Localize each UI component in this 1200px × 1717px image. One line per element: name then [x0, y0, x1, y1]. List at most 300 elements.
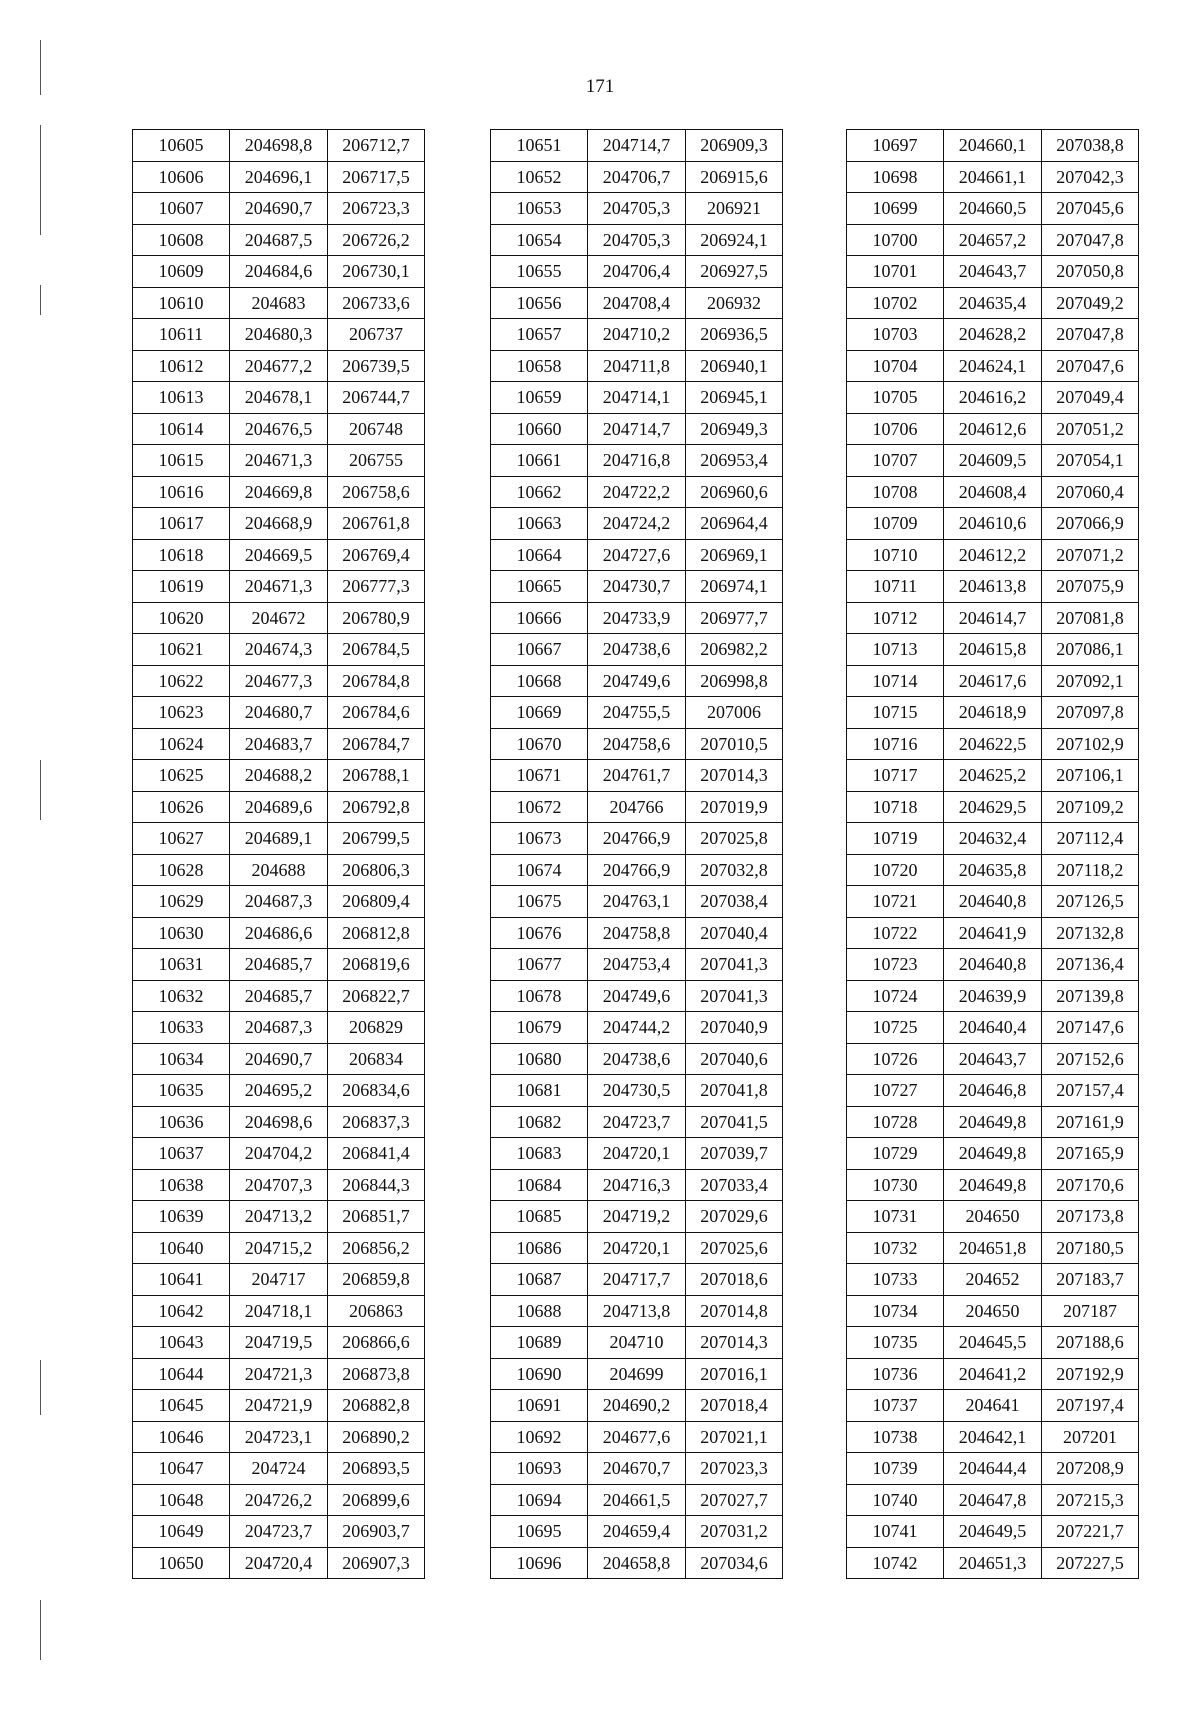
- y-coordinate-cell: 206841,4: [328, 1138, 425, 1170]
- y-coordinate-cell: 206927,5: [686, 256, 783, 288]
- table-row: [847, 1453, 1139, 1485]
- table-row: [491, 602, 783, 634]
- y-coordinate-cell: 206856,2: [328, 1232, 425, 1264]
- table-row: [847, 161, 1139, 193]
- point-number-cell: 10741: [847, 1516, 944, 1548]
- x-coordinate-cell: 204624,1: [944, 350, 1042, 382]
- y-coordinate-cell: 207047,8: [1042, 224, 1139, 256]
- point-number-cell: 10676: [491, 917, 588, 949]
- y-coordinate-cell: 206761,8: [328, 508, 425, 540]
- table-row: [491, 1075, 783, 1107]
- y-coordinate-cell: 207157,4: [1042, 1075, 1139, 1107]
- point-number-cell: 10724: [847, 980, 944, 1012]
- x-coordinate-cell: 204716,3: [588, 1169, 686, 1201]
- table-row: [847, 728, 1139, 760]
- table-row: [491, 917, 783, 949]
- point-number-cell: 10623: [133, 697, 230, 729]
- table-row: [847, 571, 1139, 603]
- table-row: [491, 161, 783, 193]
- x-coordinate-cell: 204714,7: [588, 413, 686, 445]
- x-coordinate-cell: 204711,8: [588, 350, 686, 382]
- x-coordinate-cell: 204643,7: [944, 256, 1042, 288]
- y-coordinate-cell: 207188,6: [1042, 1327, 1139, 1359]
- table-row: [847, 886, 1139, 918]
- y-coordinate-cell: 207031,2: [686, 1516, 783, 1548]
- point-number-cell: 10683: [491, 1138, 588, 1170]
- table-row: [491, 854, 783, 886]
- point-number-cell: 10666: [491, 602, 588, 634]
- x-coordinate-cell: 204680,3: [230, 319, 328, 351]
- table-row: [847, 1075, 1139, 1107]
- y-coordinate-cell: 206733,6: [328, 287, 425, 319]
- y-coordinate-cell: 206936,5: [686, 319, 783, 351]
- point-number-cell: 10646: [133, 1421, 230, 1453]
- y-coordinate-cell: 207021,1: [686, 1421, 783, 1453]
- x-coordinate-cell: 204706,7: [588, 161, 686, 193]
- point-number-cell: 10632: [133, 980, 230, 1012]
- y-coordinate-cell: 207118,2: [1042, 854, 1139, 886]
- point-number-cell: 10671: [491, 760, 588, 792]
- y-coordinate-cell: 206964,4: [686, 508, 783, 540]
- x-coordinate-cell: 204720,4: [230, 1547, 328, 1579]
- x-coordinate-cell: 204609,5: [944, 445, 1042, 477]
- table-row: [491, 382, 783, 414]
- table-row: [491, 760, 783, 792]
- x-coordinate-cell: 204753,4: [588, 949, 686, 981]
- y-coordinate-cell: 207018,6: [686, 1264, 783, 1296]
- point-number-cell: 10675: [491, 886, 588, 918]
- point-number-cell: 10647: [133, 1453, 230, 1485]
- y-coordinate-cell: 206822,7: [328, 980, 425, 1012]
- x-coordinate-cell: 204684,6: [230, 256, 328, 288]
- y-coordinate-cell: 206792,8: [328, 791, 425, 823]
- x-coordinate-cell: 204749,6: [588, 665, 686, 697]
- table-row: [133, 350, 425, 382]
- table-row: [491, 1484, 783, 1516]
- point-number-cell: 10677: [491, 949, 588, 981]
- point-number-cell: 10613: [133, 382, 230, 414]
- y-coordinate-cell: 207041,8: [686, 1075, 783, 1107]
- y-coordinate-cell: 207014,3: [686, 1327, 783, 1359]
- y-coordinate-cell: 206834: [328, 1043, 425, 1075]
- x-coordinate-cell: 204674,3: [230, 634, 328, 666]
- table-row: [847, 602, 1139, 634]
- point-number-cell: 10732: [847, 1232, 944, 1264]
- table-row: [491, 476, 783, 508]
- x-coordinate-cell: 204660,1: [944, 130, 1042, 162]
- point-number-cell: 10731: [847, 1201, 944, 1233]
- x-coordinate-cell: 204689,6: [230, 791, 328, 823]
- scan-mark: [40, 40, 41, 95]
- point-number-cell: 10693: [491, 1453, 588, 1485]
- table-row: [847, 1516, 1139, 1548]
- point-number-cell: 10644: [133, 1358, 230, 1390]
- x-coordinate-cell: 204612,6: [944, 413, 1042, 445]
- y-coordinate-cell: 207183,7: [1042, 1264, 1139, 1296]
- table-row: [847, 413, 1139, 445]
- y-coordinate-cell: 206859,8: [328, 1264, 425, 1296]
- point-number-cell: 10639: [133, 1201, 230, 1233]
- table-row: [847, 350, 1139, 382]
- y-coordinate-cell: 207092,1: [1042, 665, 1139, 697]
- x-coordinate-cell: 204688,2: [230, 760, 328, 792]
- point-number-cell: 10713: [847, 634, 944, 666]
- y-coordinate-cell: 207034,6: [686, 1547, 783, 1579]
- x-coordinate-cell: 204615,8: [944, 634, 1042, 666]
- y-coordinate-cell: 207132,8: [1042, 917, 1139, 949]
- point-number-cell: 10631: [133, 949, 230, 981]
- y-coordinate-cell: 207054,1: [1042, 445, 1139, 477]
- point-number-cell: 10629: [133, 886, 230, 918]
- table-row: [847, 791, 1139, 823]
- x-coordinate-cell: 204763,1: [588, 886, 686, 918]
- table-row: [847, 697, 1139, 729]
- x-coordinate-cell: 204672: [230, 602, 328, 634]
- point-number-cell: 10681: [491, 1075, 588, 1107]
- point-number-cell: 10710: [847, 539, 944, 571]
- point-number-cell: 10700: [847, 224, 944, 256]
- table-row: [491, 1295, 783, 1327]
- x-coordinate-cell: 204687,3: [230, 1012, 328, 1044]
- point-number-cell: 10696: [491, 1547, 588, 1579]
- table-row: [133, 256, 425, 288]
- x-coordinate-cell: 204669,5: [230, 539, 328, 571]
- table-row: [133, 602, 425, 634]
- table-row: [491, 1453, 783, 1485]
- x-coordinate-cell: 204707,3: [230, 1169, 328, 1201]
- y-coordinate-cell: 207126,5: [1042, 886, 1139, 918]
- table-row: [847, 917, 1139, 949]
- y-coordinate-cell: 206723,3: [328, 193, 425, 225]
- point-number-cell: 10607: [133, 193, 230, 225]
- table-row: [491, 634, 783, 666]
- y-coordinate-cell: 207041,5: [686, 1106, 783, 1138]
- table-row: [847, 634, 1139, 666]
- table-row: [847, 224, 1139, 256]
- y-coordinate-cell: 206758,6: [328, 476, 425, 508]
- coordinates-table-2: [490, 129, 783, 1579]
- point-number-cell: 10611: [133, 319, 230, 351]
- y-coordinate-cell: 206744,7: [328, 382, 425, 414]
- point-number-cell: 10742: [847, 1547, 944, 1579]
- table-row: [133, 1295, 425, 1327]
- y-coordinate-cell: 207049,2: [1042, 287, 1139, 319]
- point-number-cell: 10708: [847, 476, 944, 508]
- x-coordinate-cell: 204612,2: [944, 539, 1042, 571]
- point-number-cell: 10686: [491, 1232, 588, 1264]
- y-coordinate-cell: 206969,1: [686, 539, 783, 571]
- point-number-cell: 10733: [847, 1264, 944, 1296]
- y-coordinate-cell: 206784,7: [328, 728, 425, 760]
- point-number-cell: 10621: [133, 634, 230, 666]
- x-coordinate-cell: 204730,5: [588, 1075, 686, 1107]
- x-coordinate-cell: 204704,2: [230, 1138, 328, 1170]
- point-number-cell: 10667: [491, 634, 588, 666]
- table-row: [491, 539, 783, 571]
- coordinates-table-1: [132, 129, 425, 1579]
- table-row: [133, 1232, 425, 1264]
- x-coordinate-cell: 204668,9: [230, 508, 328, 540]
- table-row: [847, 539, 1139, 571]
- y-coordinate-cell: 207060,4: [1042, 476, 1139, 508]
- table-row: [133, 791, 425, 823]
- x-coordinate-cell: 204726,2: [230, 1484, 328, 1516]
- point-number-cell: 10715: [847, 697, 944, 729]
- point-number-cell: 10672: [491, 791, 588, 823]
- table-row: [491, 571, 783, 603]
- point-number-cell: 10729: [847, 1138, 944, 1170]
- point-number-cell: 10730: [847, 1169, 944, 1201]
- table-row: [491, 256, 783, 288]
- y-coordinate-cell: 207147,6: [1042, 1012, 1139, 1044]
- y-coordinate-cell: 206974,1: [686, 571, 783, 603]
- table-row: [847, 445, 1139, 477]
- scan-mark: [40, 125, 41, 235]
- point-number-cell: 10727: [847, 1075, 944, 1107]
- y-coordinate-cell: 206851,7: [328, 1201, 425, 1233]
- point-number-cell: 10670: [491, 728, 588, 760]
- x-coordinate-cell: 204713,2: [230, 1201, 328, 1233]
- point-number-cell: 10663: [491, 508, 588, 540]
- table-row: [847, 1169, 1139, 1201]
- table-row: [133, 980, 425, 1012]
- table-row: [133, 917, 425, 949]
- point-number-cell: 10695: [491, 1516, 588, 1548]
- table-row: [847, 949, 1139, 981]
- point-number-cell: 10620: [133, 602, 230, 634]
- y-coordinate-cell: 206730,1: [328, 256, 425, 288]
- point-number-cell: 10624: [133, 728, 230, 760]
- table-row: [847, 287, 1139, 319]
- table-row: [847, 1232, 1139, 1264]
- y-coordinate-cell: 206890,2: [328, 1421, 425, 1453]
- table-row: [133, 287, 425, 319]
- point-number-cell: 10665: [491, 571, 588, 603]
- point-number-cell: 10701: [847, 256, 944, 288]
- point-number-cell: 10698: [847, 161, 944, 193]
- x-coordinate-cell: 204677,2: [230, 350, 328, 382]
- x-coordinate-cell: 204671,3: [230, 445, 328, 477]
- table-row: [491, 697, 783, 729]
- point-number-cell: 10718: [847, 791, 944, 823]
- y-coordinate-cell: 207201: [1042, 1421, 1139, 1453]
- x-coordinate-cell: 204766,9: [588, 823, 686, 855]
- table-row: [491, 224, 783, 256]
- point-number-cell: 10692: [491, 1421, 588, 1453]
- x-coordinate-cell: 204657,2: [944, 224, 1042, 256]
- x-coordinate-cell: 204683,7: [230, 728, 328, 760]
- x-coordinate-cell: 204610,6: [944, 508, 1042, 540]
- y-coordinate-cell: 207109,2: [1042, 791, 1139, 823]
- point-number-cell: 10674: [491, 854, 588, 886]
- table-row: [133, 508, 425, 540]
- x-coordinate-cell: 204690,7: [230, 193, 328, 225]
- x-coordinate-cell: 204698,8: [230, 130, 328, 162]
- point-number-cell: 10678: [491, 980, 588, 1012]
- point-number-cell: 10712: [847, 602, 944, 634]
- y-coordinate-cell: 206866,6: [328, 1327, 425, 1359]
- x-coordinate-cell: 204715,2: [230, 1232, 328, 1264]
- table-row: [491, 1138, 783, 1170]
- table-row: [133, 949, 425, 981]
- point-number-cell: 10740: [847, 1484, 944, 1516]
- x-coordinate-cell: 204649,5: [944, 1516, 1042, 1548]
- table-row: [491, 665, 783, 697]
- x-coordinate-cell: 204722,2: [588, 476, 686, 508]
- y-coordinate-cell: 206953,4: [686, 445, 783, 477]
- x-coordinate-cell: 204658,8: [588, 1547, 686, 1579]
- point-number-cell: 10653: [491, 193, 588, 225]
- table-row: [847, 760, 1139, 792]
- table-row: [491, 1264, 783, 1296]
- x-coordinate-cell: 204649,8: [944, 1106, 1042, 1138]
- point-number-cell: 10638: [133, 1169, 230, 1201]
- table-row: [847, 1390, 1139, 1422]
- table-row: [491, 319, 783, 351]
- y-coordinate-cell: 207038,4: [686, 886, 783, 918]
- x-coordinate-cell: 204718,1: [230, 1295, 328, 1327]
- x-coordinate-cell: 204649,8: [944, 1169, 1042, 1201]
- table-row: [133, 571, 425, 603]
- point-number-cell: 10709: [847, 508, 944, 540]
- table-row: [133, 1516, 425, 1548]
- x-coordinate-cell: 204766: [588, 791, 686, 823]
- point-number-cell: 10634: [133, 1043, 230, 1075]
- table-row: [847, 319, 1139, 351]
- y-coordinate-cell: 207045,6: [1042, 193, 1139, 225]
- table-row: [847, 665, 1139, 697]
- y-coordinate-cell: 207139,8: [1042, 980, 1139, 1012]
- y-coordinate-cell: 206726,2: [328, 224, 425, 256]
- x-coordinate-cell: 204644,4: [944, 1453, 1042, 1485]
- point-number-cell: 10707: [847, 445, 944, 477]
- point-number-cell: 10658: [491, 350, 588, 382]
- y-coordinate-cell: 207033,4: [686, 1169, 783, 1201]
- y-coordinate-cell: 207040,9: [686, 1012, 783, 1044]
- y-coordinate-cell: 207112,4: [1042, 823, 1139, 855]
- y-coordinate-cell: 207006: [686, 697, 783, 729]
- y-coordinate-cell: 206769,4: [328, 539, 425, 571]
- y-coordinate-cell: 207161,9: [1042, 1106, 1139, 1138]
- table-row: [133, 1075, 425, 1107]
- x-coordinate-cell: 204645,5: [944, 1327, 1042, 1359]
- x-coordinate-cell: 204705,3: [588, 224, 686, 256]
- y-coordinate-cell: 206737: [328, 319, 425, 351]
- y-coordinate-cell: 207081,8: [1042, 602, 1139, 634]
- point-number-cell: 10668: [491, 665, 588, 697]
- y-coordinate-cell: 207106,1: [1042, 760, 1139, 792]
- point-number-cell: 10735: [847, 1327, 944, 1359]
- x-coordinate-cell: 204669,8: [230, 476, 328, 508]
- x-coordinate-cell: 204720,1: [588, 1138, 686, 1170]
- table-row: [847, 193, 1139, 225]
- table-row: [847, 980, 1139, 1012]
- table-row: [847, 1106, 1139, 1138]
- y-coordinate-cell: 206844,3: [328, 1169, 425, 1201]
- x-coordinate-cell: 204761,7: [588, 760, 686, 792]
- table-row: [133, 634, 425, 666]
- x-coordinate-cell: 204632,4: [944, 823, 1042, 855]
- y-coordinate-cell: 206777,3: [328, 571, 425, 603]
- y-coordinate-cell: 206907,3: [328, 1547, 425, 1579]
- point-number-cell: 10714: [847, 665, 944, 697]
- y-coordinate-cell: 207010,5: [686, 728, 783, 760]
- x-coordinate-cell: 204758,6: [588, 728, 686, 760]
- x-coordinate-cell: 204686,6: [230, 917, 328, 949]
- table-row: [491, 949, 783, 981]
- table-row: [491, 1358, 783, 1390]
- table-row: [133, 1264, 425, 1296]
- x-coordinate-cell: 204622,5: [944, 728, 1042, 760]
- y-coordinate-cell: 207197,4: [1042, 1390, 1139, 1422]
- y-coordinate-cell: 206834,6: [328, 1075, 425, 1107]
- table-row: [491, 1201, 783, 1233]
- table-row: [133, 1138, 425, 1170]
- point-number-cell: 10702: [847, 287, 944, 319]
- y-coordinate-cell: 206819,6: [328, 949, 425, 981]
- x-coordinate-cell: 204727,6: [588, 539, 686, 571]
- point-number-cell: 10640: [133, 1232, 230, 1264]
- x-coordinate-cell: 204639,9: [944, 980, 1042, 1012]
- x-coordinate-cell: 204676,5: [230, 413, 328, 445]
- x-coordinate-cell: 204661,5: [588, 1484, 686, 1516]
- point-number-cell: 10649: [133, 1516, 230, 1548]
- x-coordinate-cell: 204613,8: [944, 571, 1042, 603]
- point-number-cell: 10734: [847, 1295, 944, 1327]
- table-row: [491, 1516, 783, 1548]
- x-coordinate-cell: 204766,9: [588, 854, 686, 886]
- y-coordinate-cell: 207170,6: [1042, 1169, 1139, 1201]
- x-coordinate-cell: 204706,4: [588, 256, 686, 288]
- x-coordinate-cell: 204696,1: [230, 161, 328, 193]
- x-coordinate-cell: 204713,8: [588, 1295, 686, 1327]
- y-coordinate-cell: 207097,8: [1042, 697, 1139, 729]
- table-row: [491, 1327, 783, 1359]
- x-coordinate-cell: 204651,3: [944, 1547, 1042, 1579]
- x-coordinate-cell: 204738,6: [588, 634, 686, 666]
- y-coordinate-cell: 207039,7: [686, 1138, 783, 1170]
- x-coordinate-cell: 204714,7: [588, 130, 686, 162]
- y-coordinate-cell: 207025,8: [686, 823, 783, 855]
- y-coordinate-cell: 206712,7: [328, 130, 425, 162]
- x-coordinate-cell: 204652: [944, 1264, 1042, 1296]
- table-row: [133, 728, 425, 760]
- x-coordinate-cell: 204628,2: [944, 319, 1042, 351]
- table-row: [133, 1043, 425, 1075]
- table-row: [133, 1106, 425, 1138]
- table-row: [491, 1012, 783, 1044]
- point-number-cell: 10726: [847, 1043, 944, 1075]
- point-number-cell: 10689: [491, 1327, 588, 1359]
- y-coordinate-cell: 207221,7: [1042, 1516, 1139, 1548]
- y-coordinate-cell: 206873,8: [328, 1358, 425, 1390]
- table-row: [491, 1169, 783, 1201]
- x-coordinate-cell: 204758,8: [588, 917, 686, 949]
- x-coordinate-cell: 204640,8: [944, 949, 1042, 981]
- y-coordinate-cell: 206903,7: [328, 1516, 425, 1548]
- y-coordinate-cell: 206755: [328, 445, 425, 477]
- y-coordinate-cell: 206806,3: [328, 854, 425, 886]
- table-row: [133, 445, 425, 477]
- x-coordinate-cell: 204749,6: [588, 980, 686, 1012]
- x-coordinate-cell: 204641,9: [944, 917, 1042, 949]
- y-coordinate-cell: 206940,1: [686, 350, 783, 382]
- point-number-cell: 10660: [491, 413, 588, 445]
- table-row: [491, 886, 783, 918]
- table-row: [133, 1169, 425, 1201]
- y-coordinate-cell: 207018,4: [686, 1390, 783, 1422]
- y-coordinate-cell: 207041,3: [686, 949, 783, 981]
